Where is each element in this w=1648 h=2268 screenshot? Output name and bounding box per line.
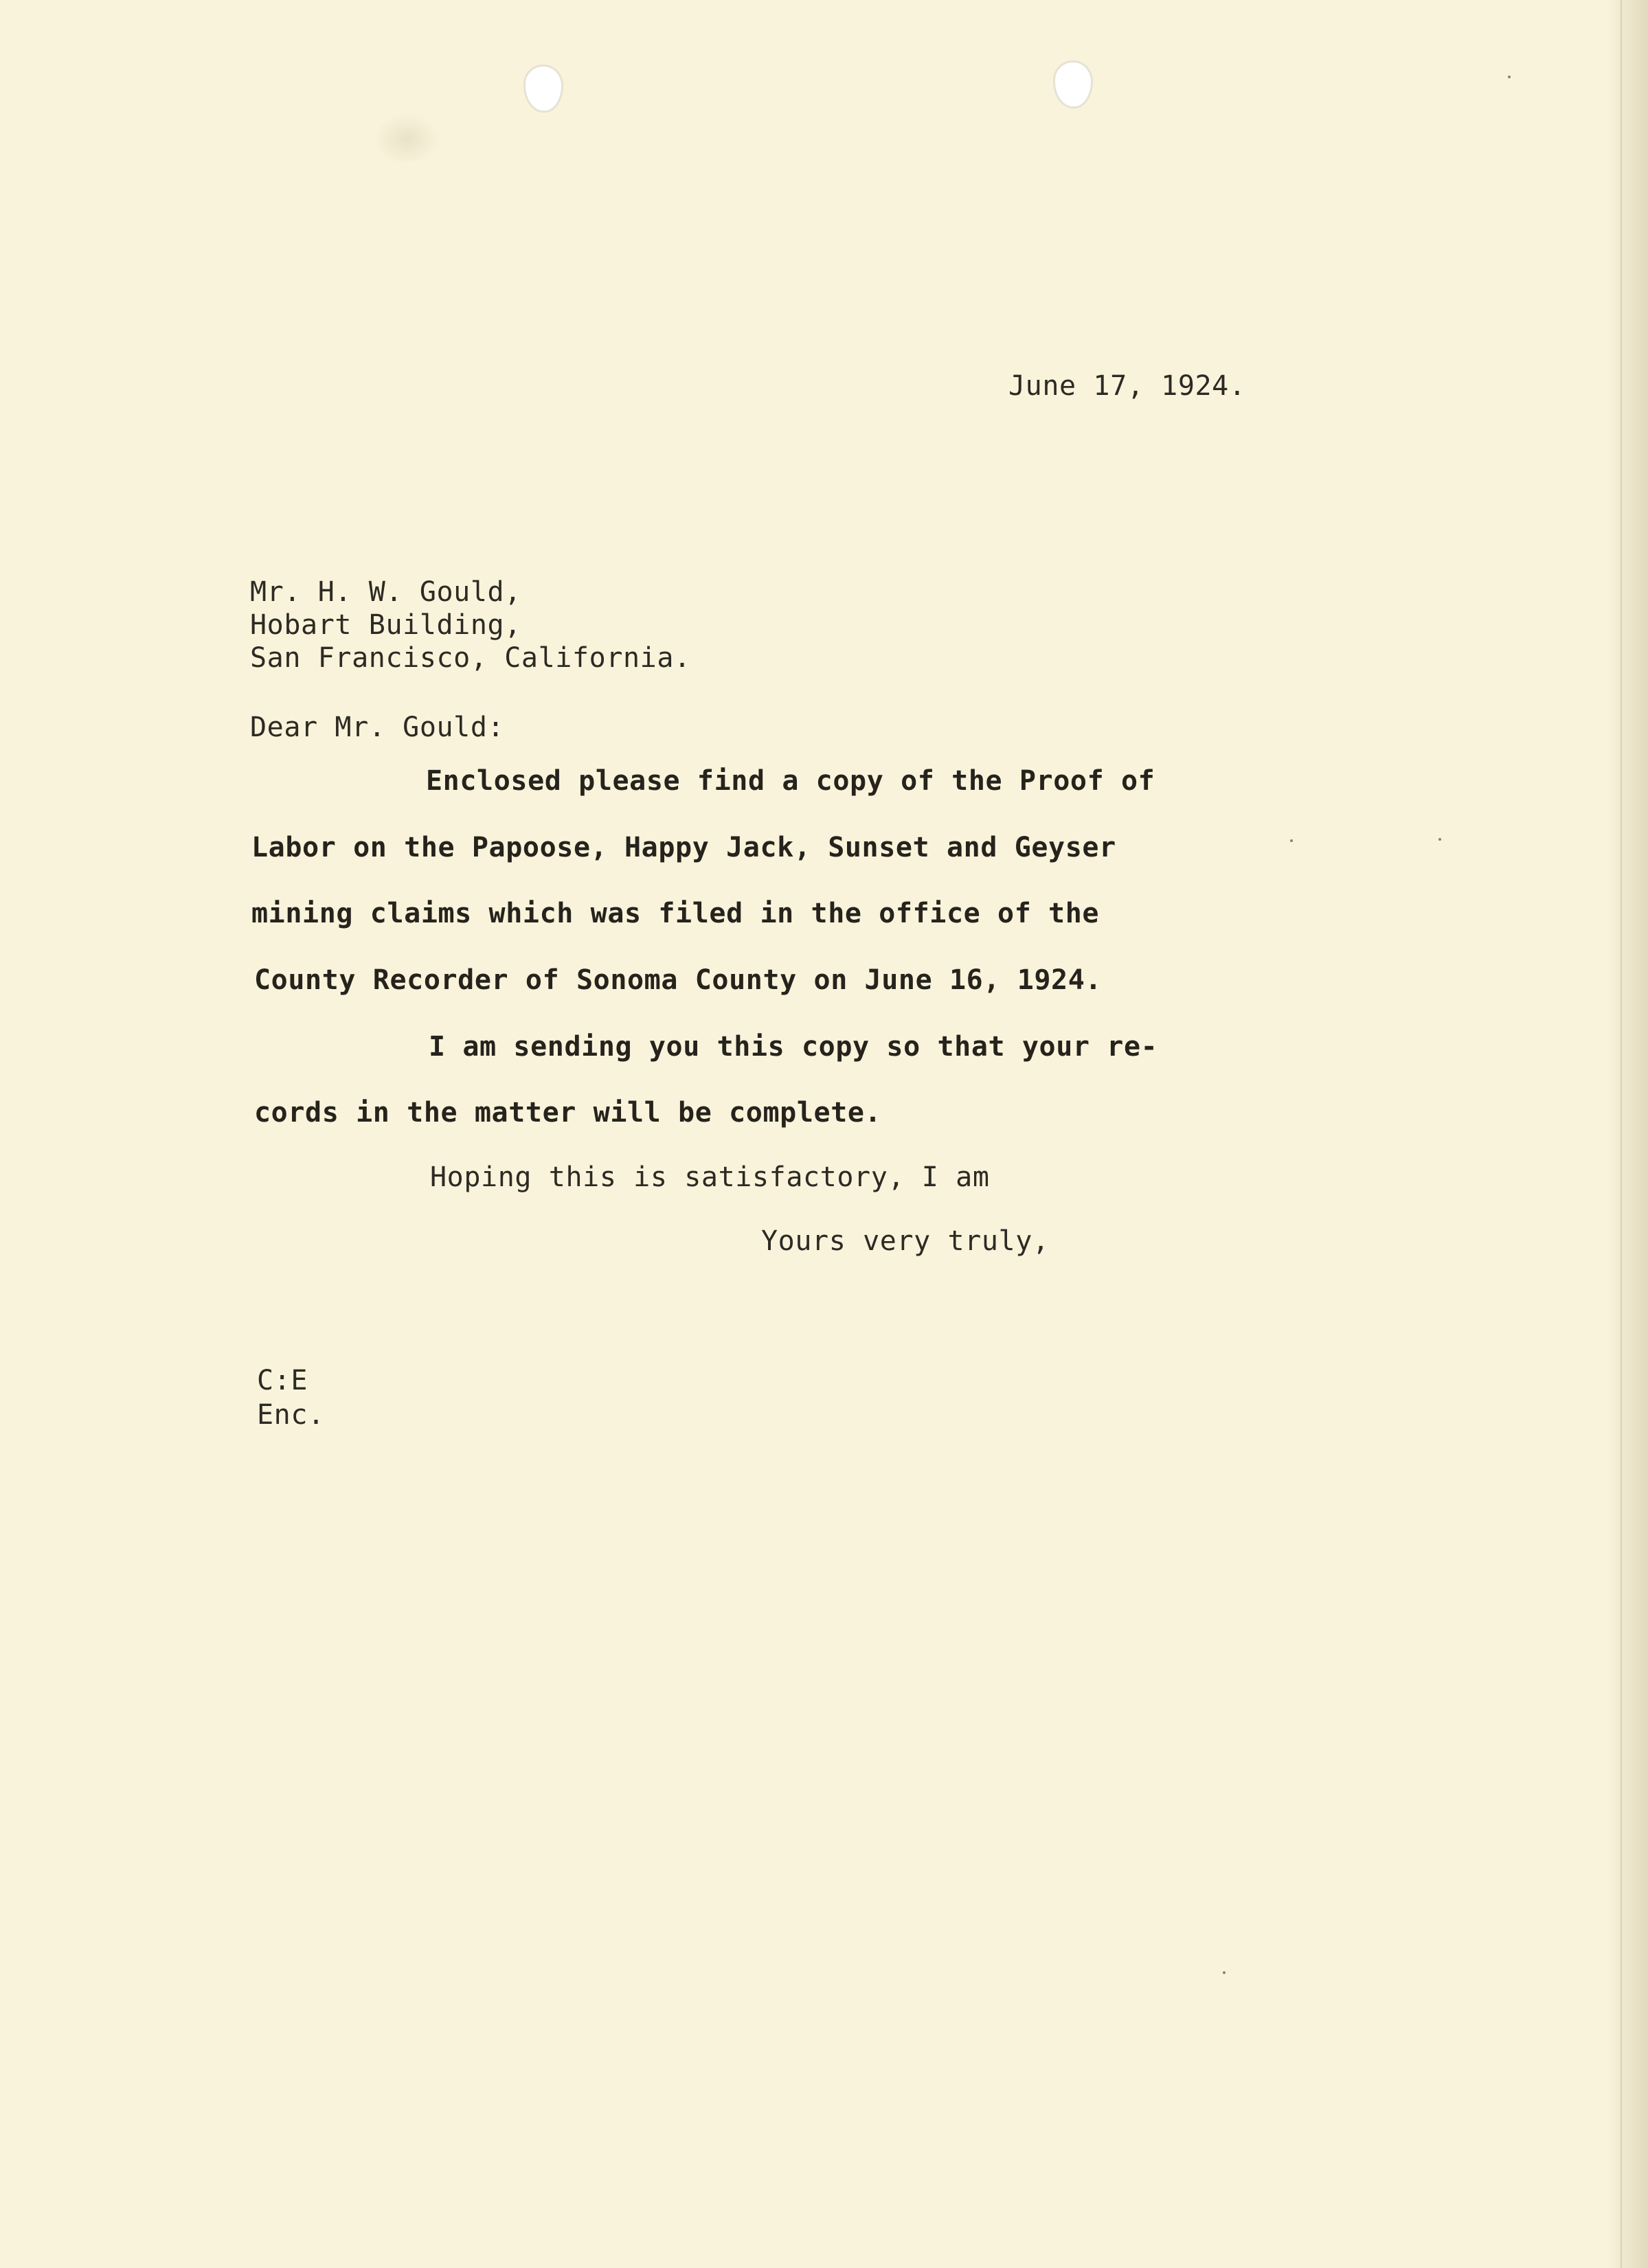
stray-mark — [1508, 76, 1511, 78]
enclosure-note: Enc. — [257, 1399, 325, 1431]
recipient-city: San Francisco, California. — [250, 642, 691, 674]
salutation: Dear Mr. Gould: — [250, 712, 505, 743]
stray-mark — [1438, 838, 1441, 841]
stray-mark — [1290, 839, 1293, 842]
paper-smudge — [374, 113, 440, 165]
typist-initials: C:E — [257, 1365, 308, 1396]
letter-date: June 17, 1924. — [1008, 370, 1246, 402]
punch-hole-left — [523, 65, 563, 113]
recipient-name: Mr. H. W. Gould, — [250, 576, 521, 608]
body-line-1: Enclosed please find a copy of the Proof of — [426, 765, 1155, 797]
recipient-building: Hobart Building, — [250, 609, 521, 641]
body-line-5: I am sending you this copy so that your re- — [429, 1031, 1158, 1063]
body-line-3: mining claims which was filed in the office of the — [251, 898, 1100, 929]
page-edge-line — [1621, 0, 1622, 2268]
body-line-2: Labor on the Papoose, Happy Jack, Sunset and Geyser — [251, 832, 1116, 863]
body-line-6: cords in the matter will be complete. — [254, 1097, 882, 1129]
page-edge-shadow — [1607, 0, 1648, 2268]
body-line-7: Hoping this is satisfactory, I am — [430, 1161, 990, 1193]
body-line-4: County Recorder of Sonoma County on June 16, 1924. — [254, 964, 1103, 996]
stray-mark — [1223, 1971, 1226, 1974]
closing: Yours very truly, — [761, 1225, 1050, 1257]
punch-hole-right — [1053, 60, 1093, 109]
